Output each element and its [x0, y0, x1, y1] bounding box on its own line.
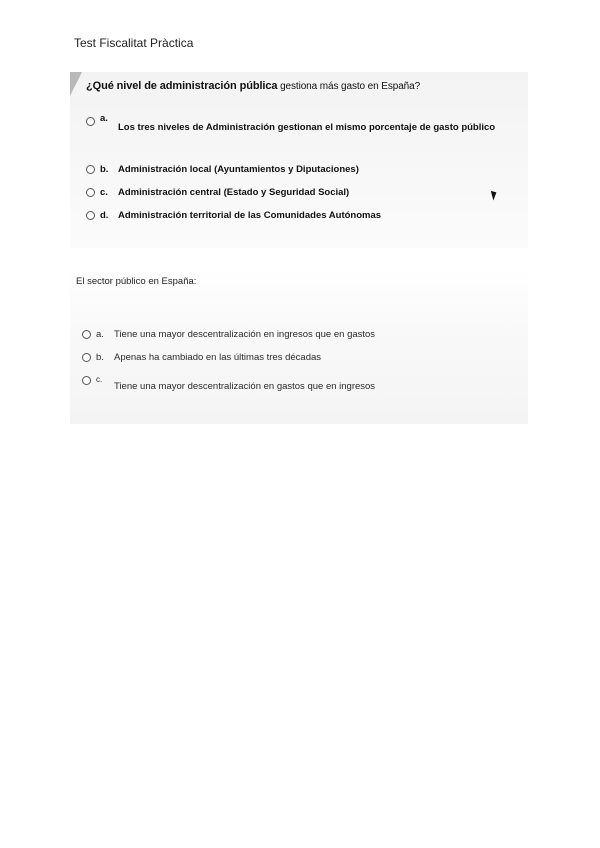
page-header-title: Test Fiscalitat Pràctica	[74, 36, 194, 50]
mouse-cursor-icon	[491, 190, 498, 201]
option-text: Apenas ha cambiado en las últimas tres décadas	[114, 352, 322, 363]
radio-icon[interactable]	[86, 165, 95, 174]
question-1-title-main: ¿Qué nivel de administración pública	[86, 80, 278, 92]
question-flag-icon	[70, 72, 82, 96]
question-2-title: El sector público en España:	[76, 276, 197, 287]
radio-icon[interactable]	[86, 117, 95, 126]
radio-icon[interactable]	[82, 330, 91, 339]
radio-icon[interactable]	[86, 211, 95, 220]
question-1-option-c[interactable]	[86, 187, 349, 198]
question-2-screenshot	[70, 268, 528, 424]
question-2-option-a[interactable]	[82, 329, 375, 340]
option-letter: a.	[100, 113, 108, 124]
option-letter: b.	[100, 164, 109, 175]
option-text: Tiene una mayor descentralización en ingresos que en gastos	[114, 329, 376, 340]
option-text: Administración territorial de las Comunidades Autónomas	[118, 210, 382, 221]
question-1-option-d[interactable]	[86, 210, 381, 221]
question-1-option-b[interactable]	[86, 164, 359, 175]
radio-icon[interactable]	[82, 353, 91, 362]
radio-icon[interactable]	[86, 188, 95, 197]
option-letter: b.	[96, 352, 104, 363]
question-1-option-a[interactable]	[86, 113, 496, 133]
option-letter: d.	[100, 210, 109, 221]
question-1-screenshot	[70, 72, 528, 248]
radio-icon[interactable]	[82, 376, 91, 385]
question-1-title-rest: gestiona más gasto en España?	[277, 81, 421, 92]
question-2-option-b[interactable]	[82, 352, 321, 363]
option-letter: c.	[96, 375, 103, 384]
option-text: Los tres niveles de Administración gestionan el mismo porcentaje de gasto público	[118, 122, 496, 133]
option-letter: c.	[100, 187, 108, 198]
option-text: Tiene una mayor descentralización en gastos que en ingresos	[114, 381, 376, 392]
option-letter: a.	[96, 329, 104, 340]
option-text: Administración local (Ayuntamientos y Diputaciones)	[118, 164, 359, 175]
option-text: Administración central (Estado y Seguridad Social)	[118, 187, 350, 198]
question-1-title	[86, 80, 420, 92]
question-2-option-c[interactable]	[82, 375, 376, 392]
